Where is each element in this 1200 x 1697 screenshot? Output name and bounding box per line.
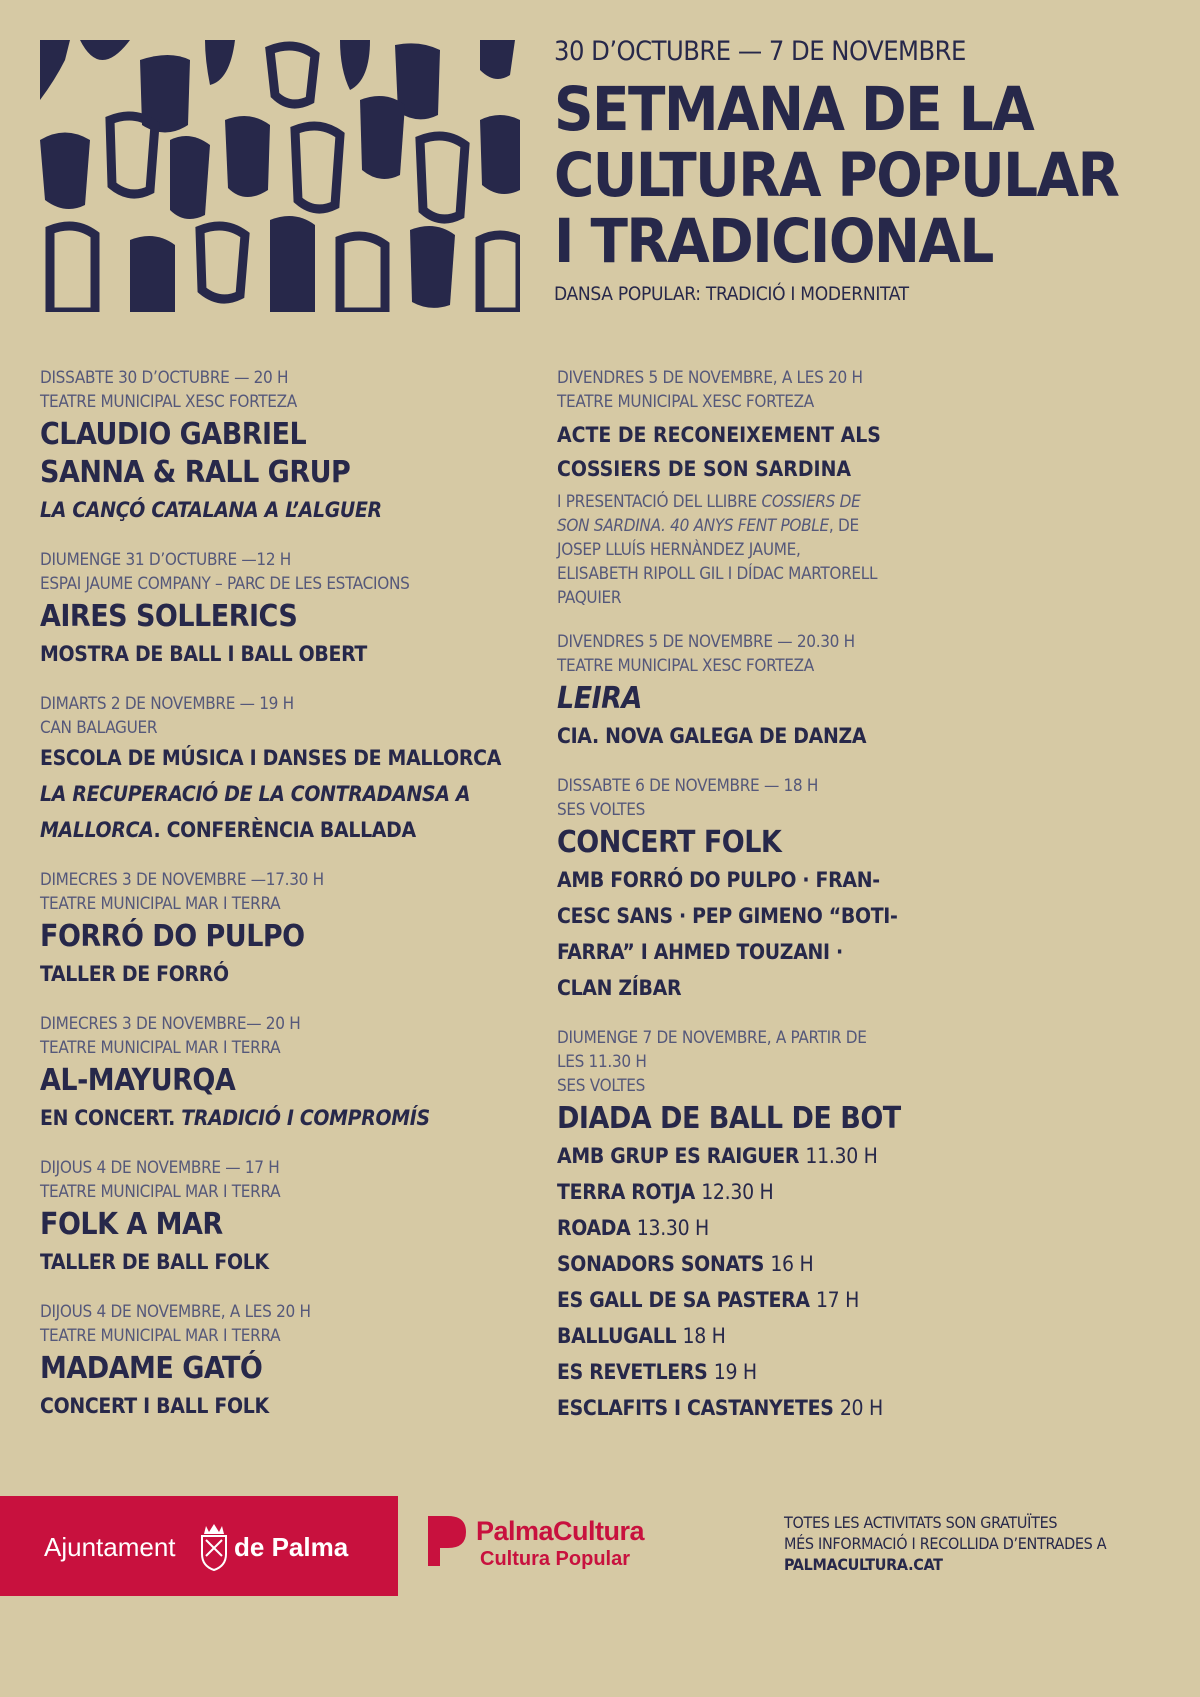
dancers-illustration (40, 40, 520, 312)
event-al-mayurqa: DIMECRES 3 DE NOVEMBRE— 20 H TEATRE MUNICIPAL MAR I TERRA AL-MAYURQA EN CONCERT. TRADICIÓ I COMPROMÍS (40, 1014, 430, 1130)
event-leira: DIVENDRES 5 DE NOVEMBRE — 20.30 H TEATRE MUNICIPAL XESC FORTEZA LEIRA CIA. NOVA GALEGA DE DANZA (557, 632, 867, 748)
poster-subtitle: DANSA POPULAR: TRADICIÓ I MODERNITAT (554, 283, 909, 305)
right-event-column (557, 366, 997, 1446)
band-row: ES REVETLERS 19 H (557, 1360, 757, 1384)
left-event-column (40, 366, 540, 1444)
festival-dates: 30 D’OCTUBRE — 7 DE NOVEMBRE (554, 36, 966, 67)
event-aires-sollerics: DIUMENGE 31 D’OCTUBRE —12 H ESPAI JAUME COMPANY – PARC DE LES ESTACIONS AIRES SOLLERICS MOSTRA DE BALL I BALL OBERT (40, 550, 410, 666)
event-claudio-gabriel: DISSABTE 30 D’OCTUBRE — 20 H TEATRE MUNICIPAL XESC FORTEZA CLAUDIO GABRIEL SANNA & RALL GRUP LA CANÇÓ CATALANA A L’ALGUER (40, 368, 382, 522)
event-escola-musica: DIMARTS 2 DE NOVEMBRE — 19 H CAN BALAGUER ESCOLA DE MÚSICA I DANSES DE MALLORCA LA RECUPERACIÓ DE LA CONTRADANSA A MALLORCA. CONFERÈNCIA BALLADA (40, 694, 502, 842)
ajuntament-logo-band (0, 1496, 398, 1596)
event-madame-gato: DIJOUS 4 DE NOVEMBRE, A LES 20 H TEATRE MUNICIPAL MAR I TERRA MADAME GATÓ CONCERT I BALL FOLK (40, 1302, 311, 1418)
palmacultura-p-icon (428, 1516, 468, 1570)
ajuntament-logo: Ajuntament de Palma (44, 1532, 349, 1562)
poster-title: SETMANA DE LA CULTURA POPULAR I TRADICIONAL (554, 74, 1119, 277)
palmacultura-logo: PalmaCultura Cultura Popular (428, 1516, 468, 1574)
band-row: ESCLAFITS I CASTANYETES 20 H (557, 1396, 883, 1420)
coat-of-arms-icon (194, 1522, 234, 1572)
band-row: TERRA ROTJA 12.30 H (557, 1180, 774, 1204)
event-concert-folk: DISSABTE 6 DE NOVEMBRE — 18 H SES VOLTES CONCERT FOLK AMB FORRÓ DO PULPO · FRAN- CESC SANS · PEP GIMENO “BOTI- FARRA” I AHMED TOUZANI · CLAN ZÍBAR (557, 776, 898, 1000)
event-forro-do-pulpo: DIMECRES 3 DE NOVEMBRE —17.30 H TEATRE MUNICIPAL MAR I TERRA FORRÓ DO PULPO TALLER DE FORRÓ (40, 870, 324, 986)
poster-header (554, 36, 1174, 305)
band-row: SONADORS SONATS 16 H (557, 1252, 814, 1276)
info-text: TOTES LES ACTIVITATS SON GRATUÏTES MÉS INFORMACIÓ I RECOLLIDA D’ENTRADES A PALMACULTURA.CAT (784, 1513, 1107, 1574)
band-row: BALLUGALL 18 H (557, 1324, 726, 1348)
event-folk-a-mar: DIJOUS 4 DE NOVEMBRE — 17 H TEATRE MUNICIPAL MAR I TERRA FOLK A MAR TALLER DE BALL FOLK (40, 1158, 281, 1274)
event-cossiers-son-sardina: DIVENDRES 5 DE NOVEMBRE, A LES 20 H TEATRE MUNICIPAL XESC FORTEZA ACTE DE RECONEIXEMENT ALS COSSIERS DE SON SARDINA I PRESENTACIÓ DEL LLIBRE COSSIERS DE SON SARDINA. 40 ANYS FENT POBLE, DE JOSEP LLUÍS HERNÀNDEZ JAUME, ELISABETH RIPOLL GIL I DÍDAC MARTORELL PAQUIER (557, 368, 881, 608)
event-diada-ball-de-bot: DIUMENGE 7 DE NOVEMBRE, A PARTIR DE LES 11.30 H SES VOLTES DIADA DE BALL DE BOT AMB GRUP ES RAIGUER 11.30 H TERRA ROTJA 12.30 H ROADA 13.30 H SONADORS SONATS 16 H ES GALL DE SA PASTERA 17 H BALLUGALL 18 H ES REVETLERS 19 H ESCLAFITS I CASTANYETES 20 H (557, 1026, 997, 1426)
website-link[interactable]: PALMACULTURA.CAT (784, 1555, 943, 1574)
band-row: ES GALL DE SA PASTERA 17 H (557, 1288, 859, 1312)
band-row: ROADA 13.30 H (557, 1216, 709, 1240)
band-row: AMB GRUP ES RAIGUER 11.30 H (557, 1144, 878, 1168)
